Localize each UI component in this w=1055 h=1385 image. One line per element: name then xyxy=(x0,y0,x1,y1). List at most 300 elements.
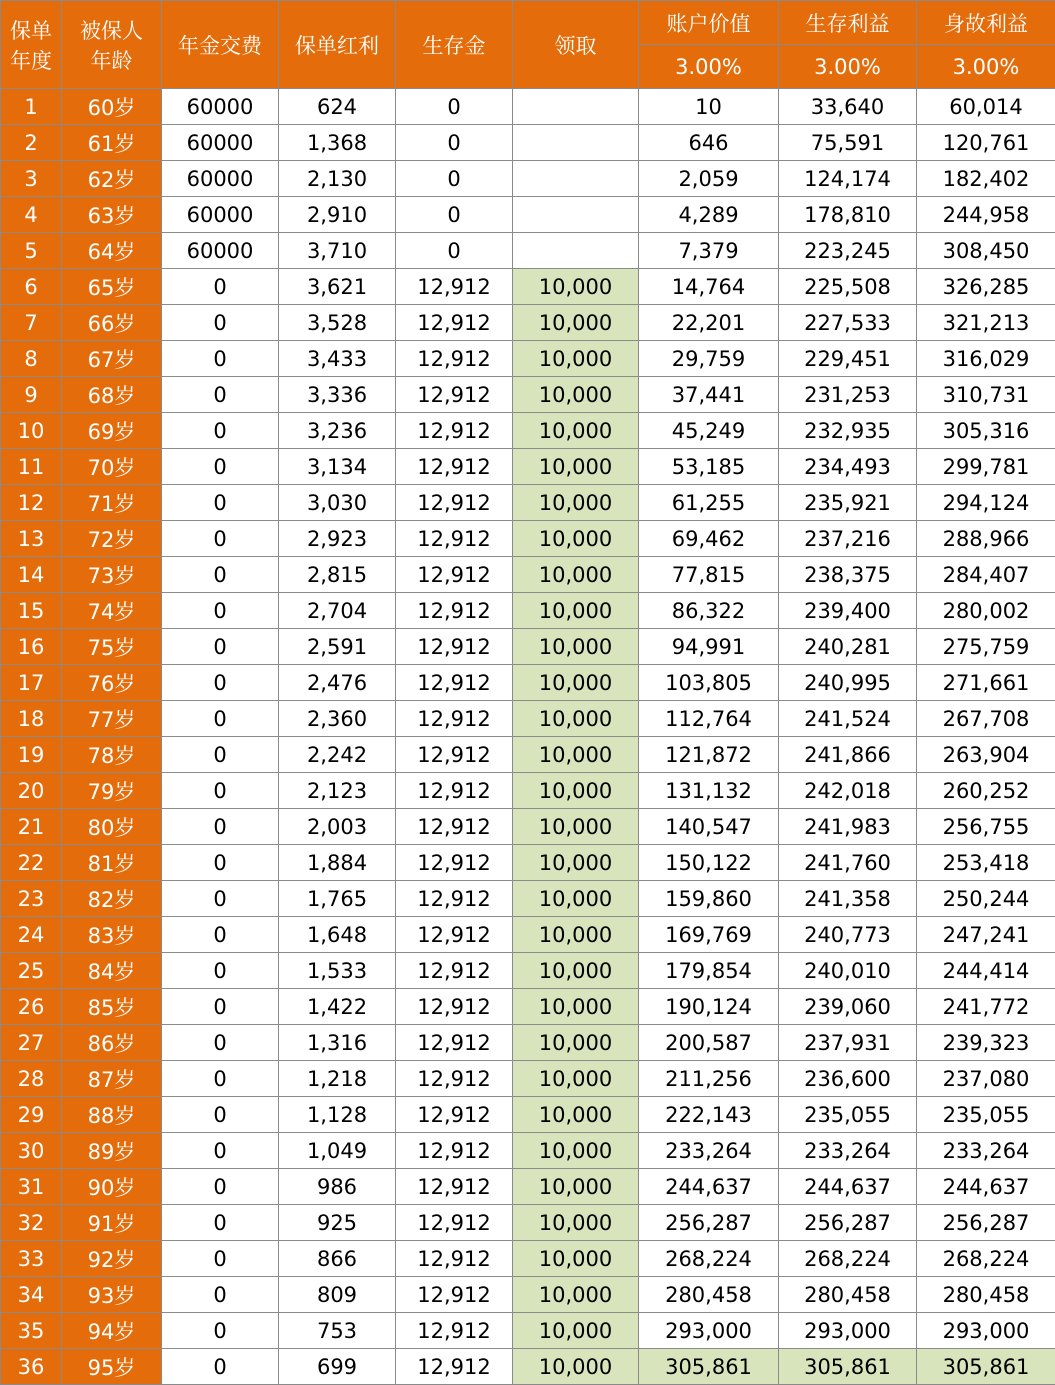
policy-dividend-cell: 3,236 xyxy=(279,413,396,449)
withdrawal-cell: 10,000 xyxy=(513,629,639,665)
annual-premium-cell: 0 xyxy=(162,341,279,377)
policy-dividend-cell: 2,003 xyxy=(279,809,396,845)
table-row xyxy=(1,161,1055,197)
death-benefit-cell: 235,055 xyxy=(917,1097,1055,1133)
policy-dividend-cell: 2,910 xyxy=(279,197,396,233)
insured-age-cell: 95岁 xyxy=(62,1349,162,1385)
withdrawal-cell: 10,000 xyxy=(513,557,639,593)
survival-benefit-cell: 12,912 xyxy=(396,1277,513,1313)
policy-dividend-cell: 1,128 xyxy=(279,1097,396,1133)
insured-age-cell: 68岁 xyxy=(62,377,162,413)
death-benefit-cell: 253,418 xyxy=(917,845,1055,881)
survival-interest-cell: 232,935 xyxy=(779,413,917,449)
policy-dividend-cell: 699 xyxy=(279,1349,396,1385)
account-value-cell: 646 xyxy=(639,125,779,161)
account-value-cell: 37,441 xyxy=(639,377,779,413)
insured-age-cell: 71岁 xyxy=(62,485,162,521)
survival-interest-cell: 240,773 xyxy=(779,917,917,953)
survival-benefit-cell: 12,912 xyxy=(396,1061,513,1097)
account-value-cell: 61,255 xyxy=(639,485,779,521)
table-row xyxy=(1,1241,1055,1277)
survival-interest-cell: 238,375 xyxy=(779,557,917,593)
policy-dividend-cell: 2,923 xyxy=(279,521,396,557)
account-value-cell: 280,458 xyxy=(639,1277,779,1313)
withdrawal-cell: 10,000 xyxy=(513,1025,639,1061)
account-value-cell: 14,764 xyxy=(639,269,779,305)
annual-premium-cell: 0 xyxy=(162,593,279,629)
survival-benefit-cell: 0 xyxy=(396,125,513,161)
table-row xyxy=(1,1061,1055,1097)
table-row xyxy=(1,989,1055,1025)
withdrawal-cell: 10,000 xyxy=(513,773,639,809)
policy-dividend-cell: 3,030 xyxy=(279,485,396,521)
survival-benefit-cell: 12,912 xyxy=(396,845,513,881)
withdrawal-cell xyxy=(513,125,639,161)
survival-benefit-cell: 12,912 xyxy=(396,485,513,521)
table-row xyxy=(1,341,1055,377)
table-row xyxy=(1,269,1055,305)
survival-benefit-cell: 12,912 xyxy=(396,1241,513,1277)
insured-age-cell: 81岁 xyxy=(62,845,162,881)
withdrawal-cell: 10,000 xyxy=(513,809,639,845)
table-row xyxy=(1,1313,1055,1349)
survival-benefit-cell: 12,912 xyxy=(396,665,513,701)
table-row xyxy=(1,701,1055,737)
insured-age-cell: 88岁 xyxy=(62,1097,162,1133)
table-row xyxy=(1,557,1055,593)
policy-dividend-cell: 1,884 xyxy=(279,845,396,881)
table-row xyxy=(1,1133,1055,1169)
withdrawal-cell: 10,000 xyxy=(513,881,639,917)
survival-interest-cell: 178,810 xyxy=(779,197,917,233)
account-value-cell: 211,256 xyxy=(639,1061,779,1097)
policy-dividend-cell: 1,218 xyxy=(279,1061,396,1097)
policy-year-cell: 19 xyxy=(1,737,62,773)
insured-age-cell: 66岁 xyxy=(62,305,162,341)
insured-age-cell: 87岁 xyxy=(62,1061,162,1097)
policy-dividend-cell: 1,422 xyxy=(279,989,396,1025)
withdrawal-cell: 10,000 xyxy=(513,1061,639,1097)
death-benefit-cell: 326,285 xyxy=(917,269,1055,305)
insured-age-cell: 91岁 xyxy=(62,1205,162,1241)
table-row xyxy=(1,125,1055,161)
death-benefit-cell: 268,224 xyxy=(917,1241,1055,1277)
survival-interest-cell: 240,281 xyxy=(779,629,917,665)
survival-interest-cell: 240,995 xyxy=(779,665,917,701)
withdrawal-cell: 10,000 xyxy=(513,1349,639,1385)
death-benefit-cell: 60,014 xyxy=(917,89,1055,125)
withdrawal-cell xyxy=(513,161,639,197)
account-value-cell: 22,201 xyxy=(639,305,779,341)
withdrawal-cell: 10,000 xyxy=(513,1241,639,1277)
survival-interest-cell: 244,637 xyxy=(779,1169,917,1205)
withdrawal-cell xyxy=(513,197,639,233)
withdrawal-cell: 10,000 xyxy=(513,521,639,557)
death-benefit-cell: 244,637 xyxy=(917,1169,1055,1205)
survival-interest-cell: 227,533 xyxy=(779,305,917,341)
account-value-cell: 293,000 xyxy=(639,1313,779,1349)
withdrawal-cell xyxy=(513,89,639,125)
annual-premium-cell: 0 xyxy=(162,1241,279,1277)
survival-benefit-cell: 12,912 xyxy=(396,629,513,665)
annual-premium-cell: 60000 xyxy=(162,197,279,233)
account-value-cell: 244,637 xyxy=(639,1169,779,1205)
withdrawal-cell: 10,000 xyxy=(513,917,639,953)
survival-interest-cell: 233,264 xyxy=(779,1133,917,1169)
account-value-cell: 29,759 xyxy=(639,341,779,377)
death-benefit-cell: 310,731 xyxy=(917,377,1055,413)
annual-premium-cell: 0 xyxy=(162,1205,279,1241)
table-row xyxy=(1,917,1055,953)
policy-dividend-cell: 1,316 xyxy=(279,1025,396,1061)
death-benefit-cell: 305,316 xyxy=(917,413,1055,449)
survival-interest-cell: 241,524 xyxy=(779,701,917,737)
death-benefit-cell: 250,244 xyxy=(917,881,1055,917)
insured-age-cell: 83岁 xyxy=(62,917,162,953)
survival-benefit-cell: 12,912 xyxy=(396,701,513,737)
account-value-cell: 94,991 xyxy=(639,629,779,665)
survival-interest-cell: 33,640 xyxy=(779,89,917,125)
account-value-cell: 256,287 xyxy=(639,1205,779,1241)
policy-year-cell: 31 xyxy=(1,1169,62,1205)
annual-premium-cell: 0 xyxy=(162,701,279,737)
policy-year-cell: 11 xyxy=(1,449,62,485)
table-body xyxy=(1,89,1055,1385)
insured-age-cell: 90岁 xyxy=(62,1169,162,1205)
policy-year-cell: 27 xyxy=(1,1025,62,1061)
withdrawal-cell xyxy=(513,233,639,269)
policy-year-cell: 15 xyxy=(1,593,62,629)
insured-age-cell: 76岁 xyxy=(62,665,162,701)
annual-premium-cell: 0 xyxy=(162,377,279,413)
table-row xyxy=(1,1097,1055,1133)
survival-interest-cell: 256,287 xyxy=(779,1205,917,1241)
death-benefit-cell: 120,761 xyxy=(917,125,1055,161)
policy-year-cell: 30 xyxy=(1,1133,62,1169)
policy-dividend-cell: 986 xyxy=(279,1169,396,1205)
policy-dividend-cell: 2,242 xyxy=(279,737,396,773)
survival-interest-cell: 242,018 xyxy=(779,773,917,809)
insured-age-cell: 73岁 xyxy=(62,557,162,593)
table-row xyxy=(1,593,1055,629)
annual-premium-cell: 0 xyxy=(162,269,279,305)
annual-premium-cell: 0 xyxy=(162,737,279,773)
death-benefit-cell: 280,458 xyxy=(917,1277,1055,1313)
survival-benefit-cell: 0 xyxy=(396,233,513,269)
policy-dividend-cell: 1,648 xyxy=(279,917,396,953)
table-row xyxy=(1,1025,1055,1061)
insured-age-cell: 70岁 xyxy=(62,449,162,485)
survival-interest-cell: 293,000 xyxy=(779,1313,917,1349)
table-row xyxy=(1,809,1055,845)
account-value-cell: 131,132 xyxy=(639,773,779,809)
survival-benefit-cell: 12,912 xyxy=(396,1025,513,1061)
death-benefit-cell: 182,402 xyxy=(917,161,1055,197)
death-benefit-cell: 308,450 xyxy=(917,233,1055,269)
policy-year-cell: 3 xyxy=(1,161,62,197)
table-row xyxy=(1,773,1055,809)
survival-interest-cell: 241,760 xyxy=(779,845,917,881)
death-benefit-cell: 288,966 xyxy=(917,521,1055,557)
table-row xyxy=(1,377,1055,413)
header-policy-dividend: 保单红利 xyxy=(279,1,396,89)
withdrawal-cell: 10,000 xyxy=(513,341,639,377)
policy-dividend-cell: 2,123 xyxy=(279,773,396,809)
header-death-benefit: 身故利益 xyxy=(917,1,1055,45)
policy-year-cell: 20 xyxy=(1,773,62,809)
survival-interest-cell: 229,451 xyxy=(779,341,917,377)
insured-age-cell: 89岁 xyxy=(62,1133,162,1169)
policy-year-cell: 36 xyxy=(1,1349,62,1385)
account-value-cell: 77,815 xyxy=(639,557,779,593)
policy-dividend-cell: 753 xyxy=(279,1313,396,1349)
table-row xyxy=(1,449,1055,485)
policy-year-cell: 33 xyxy=(1,1241,62,1277)
survival-interest-cell: 235,921 xyxy=(779,485,917,521)
survival-benefit-cell: 0 xyxy=(396,197,513,233)
death-benefit-cell: 294,124 xyxy=(917,485,1055,521)
policy-dividend-cell: 1,533 xyxy=(279,953,396,989)
survival-interest-cell: 231,253 xyxy=(779,377,917,413)
survival-benefit-cell: 12,912 xyxy=(396,953,513,989)
insured-age-cell: 93岁 xyxy=(62,1277,162,1313)
survival-benefit-cell: 12,912 xyxy=(396,341,513,377)
policy-year-cell: 26 xyxy=(1,989,62,1025)
table-row xyxy=(1,665,1055,701)
withdrawal-cell: 10,000 xyxy=(513,1169,639,1205)
account-value-cell: 45,249 xyxy=(639,413,779,449)
withdrawal-cell: 10,000 xyxy=(513,413,639,449)
withdrawal-cell: 10,000 xyxy=(513,1205,639,1241)
annual-premium-cell: 0 xyxy=(162,773,279,809)
account-value-cell: 305,861 xyxy=(639,1349,779,1385)
withdrawal-cell: 10,000 xyxy=(513,737,639,773)
survival-benefit-cell: 12,912 xyxy=(396,593,513,629)
policy-year-cell: 28 xyxy=(1,1061,62,1097)
insured-age-cell: 65岁 xyxy=(62,269,162,305)
death-benefit-cell: 267,708 xyxy=(917,701,1055,737)
policy-dividend-cell: 1,765 xyxy=(279,881,396,917)
survival-interest-cell: 235,055 xyxy=(779,1097,917,1133)
policy-dividend-cell: 2,815 xyxy=(279,557,396,593)
survival-benefit-cell: 12,912 xyxy=(396,773,513,809)
annual-premium-cell: 0 xyxy=(162,1061,279,1097)
policy-year-cell: 14 xyxy=(1,557,62,593)
survival-benefit-cell: 12,912 xyxy=(396,1097,513,1133)
survival-interest-cell: 239,060 xyxy=(779,989,917,1025)
header-survival-benefit: 生存金 xyxy=(396,1,513,89)
policy-dividend-cell: 3,621 xyxy=(279,269,396,305)
table-row xyxy=(1,737,1055,773)
survival-benefit-cell: 12,912 xyxy=(396,521,513,557)
account-value-cell: 179,854 xyxy=(639,953,779,989)
survival-interest-cell: 240,010 xyxy=(779,953,917,989)
table-row xyxy=(1,845,1055,881)
withdrawal-cell: 10,000 xyxy=(513,1133,639,1169)
policy-year-cell: 23 xyxy=(1,881,62,917)
insured-age-cell: 79岁 xyxy=(62,773,162,809)
table-row xyxy=(1,485,1055,521)
annual-premium-cell: 0 xyxy=(162,809,279,845)
account-value-cell: 159,860 xyxy=(639,881,779,917)
withdrawal-cell: 10,000 xyxy=(513,305,639,341)
survival-benefit-cell: 12,912 xyxy=(396,1205,513,1241)
survival-interest-cell: 124,174 xyxy=(779,161,917,197)
death-benefit-cell: 247,241 xyxy=(917,917,1055,953)
account-value-cell: 200,587 xyxy=(639,1025,779,1061)
table-row xyxy=(1,521,1055,557)
annual-premium-cell: 0 xyxy=(162,485,279,521)
survival-interest-cell: 241,983 xyxy=(779,809,917,845)
insured-age-cell: 61岁 xyxy=(62,125,162,161)
annual-premium-cell: 60000 xyxy=(162,161,279,197)
policy-dividend-cell: 2,360 xyxy=(279,701,396,737)
survival-benefit-cell: 12,912 xyxy=(396,305,513,341)
insured-age-cell: 69岁 xyxy=(62,413,162,449)
header-row-1 xyxy=(1,1,1055,45)
insured-age-cell: 82岁 xyxy=(62,881,162,917)
annual-premium-cell: 0 xyxy=(162,917,279,953)
policy-dividend-cell: 3,336 xyxy=(279,377,396,413)
survival-interest-cell: 241,358 xyxy=(779,881,917,917)
survival-benefit-cell: 12,912 xyxy=(396,1133,513,1169)
account-value-cell: 190,124 xyxy=(639,989,779,1025)
account-value-cell: 53,185 xyxy=(639,449,779,485)
policy-year-cell: 17 xyxy=(1,665,62,701)
survival-interest-cell: 236,600 xyxy=(779,1061,917,1097)
survival-interest-cell: 75,591 xyxy=(779,125,917,161)
survival-interest-cell: 234,493 xyxy=(779,449,917,485)
annual-premium-cell: 0 xyxy=(162,521,279,557)
policy-dividend-cell: 925 xyxy=(279,1205,396,1241)
policy-year-cell: 1 xyxy=(1,89,62,125)
table-row xyxy=(1,233,1055,269)
policy-dividend-cell: 1,049 xyxy=(279,1133,396,1169)
policy-dividend-cell: 809 xyxy=(279,1277,396,1313)
account-value-cell: 7,379 xyxy=(639,233,779,269)
death-benefit-cell: 293,000 xyxy=(917,1313,1055,1349)
death-benefit-cell: 271,661 xyxy=(917,665,1055,701)
survival-interest-cell: 237,216 xyxy=(779,521,917,557)
policy-year-cell: 35 xyxy=(1,1313,62,1349)
survival-benefit-cell: 0 xyxy=(396,161,513,197)
death-benefit-cell: 256,755 xyxy=(917,809,1055,845)
withdrawal-cell: 10,000 xyxy=(513,989,639,1025)
account-value-cell: 140,547 xyxy=(639,809,779,845)
survival-benefit-cell: 12,912 xyxy=(396,269,513,305)
survival-benefit-cell: 12,912 xyxy=(396,1313,513,1349)
policy-dividend-cell: 3,710 xyxy=(279,233,396,269)
insured-age-cell: 60岁 xyxy=(62,89,162,125)
annual-premium-cell: 0 xyxy=(162,413,279,449)
survival-benefit-cell: 0 xyxy=(396,89,513,125)
account-value-cell: 150,122 xyxy=(639,845,779,881)
table-row xyxy=(1,1349,1055,1385)
withdrawal-cell: 10,000 xyxy=(513,665,639,701)
survival-benefit-cell: 12,912 xyxy=(396,377,513,413)
insured-age-cell: 80岁 xyxy=(62,809,162,845)
death-benefit-cell: 275,759 xyxy=(917,629,1055,665)
annual-premium-cell: 0 xyxy=(162,953,279,989)
death-benefit-cell: 233,264 xyxy=(917,1133,1055,1169)
annual-premium-cell: 0 xyxy=(162,989,279,1025)
survival-benefit-cell: 12,912 xyxy=(396,1169,513,1205)
withdrawal-cell: 10,000 xyxy=(513,593,639,629)
annual-premium-cell: 0 xyxy=(162,305,279,341)
withdrawal-cell: 10,000 xyxy=(513,269,639,305)
withdrawal-cell: 10,000 xyxy=(513,485,639,521)
account-value-cell: 4,289 xyxy=(639,197,779,233)
insured-age-cell: 78岁 xyxy=(62,737,162,773)
death-benefit-cell: 237,080 xyxy=(917,1061,1055,1097)
survival-interest-cell: 241,866 xyxy=(779,737,917,773)
death-benefit-cell: 280,002 xyxy=(917,593,1055,629)
death-benefit-cell: 256,287 xyxy=(917,1205,1055,1241)
death-benefit-cell: 244,958 xyxy=(917,197,1055,233)
survival-interest-cell: 237,931 xyxy=(779,1025,917,1061)
withdrawal-cell: 10,000 xyxy=(513,701,639,737)
annual-premium-cell: 0 xyxy=(162,1277,279,1313)
policy-dividend-cell: 2,704 xyxy=(279,593,396,629)
table-row xyxy=(1,197,1055,233)
annual-premium-cell: 60000 xyxy=(162,89,279,125)
table-row xyxy=(1,305,1055,341)
header-survival-interest-rate: 3.00% xyxy=(779,45,917,89)
policy-dividend-cell: 3,528 xyxy=(279,305,396,341)
header-death-benefit-rate: 3.00% xyxy=(917,45,1055,89)
policy-dividend-cell: 3,433 xyxy=(279,341,396,377)
withdrawal-cell: 10,000 xyxy=(513,449,639,485)
policy-dividend-cell: 866 xyxy=(279,1241,396,1277)
survival-benefit-cell: 12,912 xyxy=(396,809,513,845)
insured-age-cell: 85岁 xyxy=(62,989,162,1025)
table-row xyxy=(1,953,1055,989)
death-benefit-cell: 284,407 xyxy=(917,557,1055,593)
account-value-cell: 103,805 xyxy=(639,665,779,701)
withdrawal-cell: 10,000 xyxy=(513,953,639,989)
policy-year-cell: 24 xyxy=(1,917,62,953)
survival-interest-cell: 305,861 xyxy=(779,1349,917,1385)
insured-age-cell: 84岁 xyxy=(62,953,162,989)
withdrawal-cell: 10,000 xyxy=(513,1313,639,1349)
account-value-cell: 112,764 xyxy=(639,701,779,737)
policy-year-cell: 7 xyxy=(1,305,62,341)
survival-benefit-cell: 12,912 xyxy=(396,989,513,1025)
withdrawal-cell: 10,000 xyxy=(513,845,639,881)
header-annual-premium: 年金交费 xyxy=(162,1,279,89)
survival-interest-cell: 239,400 xyxy=(779,593,917,629)
death-benefit-cell: 239,323 xyxy=(917,1025,1055,1061)
table-row xyxy=(1,1205,1055,1241)
policy-year-cell: 29 xyxy=(1,1097,62,1133)
account-value-cell: 121,872 xyxy=(639,737,779,773)
survival-benefit-cell: 12,912 xyxy=(396,881,513,917)
withdrawal-cell: 10,000 xyxy=(513,1097,639,1133)
survival-benefit-cell: 12,912 xyxy=(396,917,513,953)
annual-premium-cell: 0 xyxy=(162,1097,279,1133)
policy-year-cell: 16 xyxy=(1,629,62,665)
table-row xyxy=(1,1169,1055,1205)
survival-benefit-cell: 12,912 xyxy=(396,737,513,773)
policy-year-cell: 10 xyxy=(1,413,62,449)
account-value-cell: 169,769 xyxy=(639,917,779,953)
withdrawal-cell: 10,000 xyxy=(513,1277,639,1313)
survival-benefit-cell: 12,912 xyxy=(396,449,513,485)
header-account-value: 账户价值 xyxy=(639,1,779,45)
policy-year-cell: 13 xyxy=(1,521,62,557)
survival-benefit-cell: 12,912 xyxy=(396,557,513,593)
insured-age-cell: 92岁 xyxy=(62,1241,162,1277)
